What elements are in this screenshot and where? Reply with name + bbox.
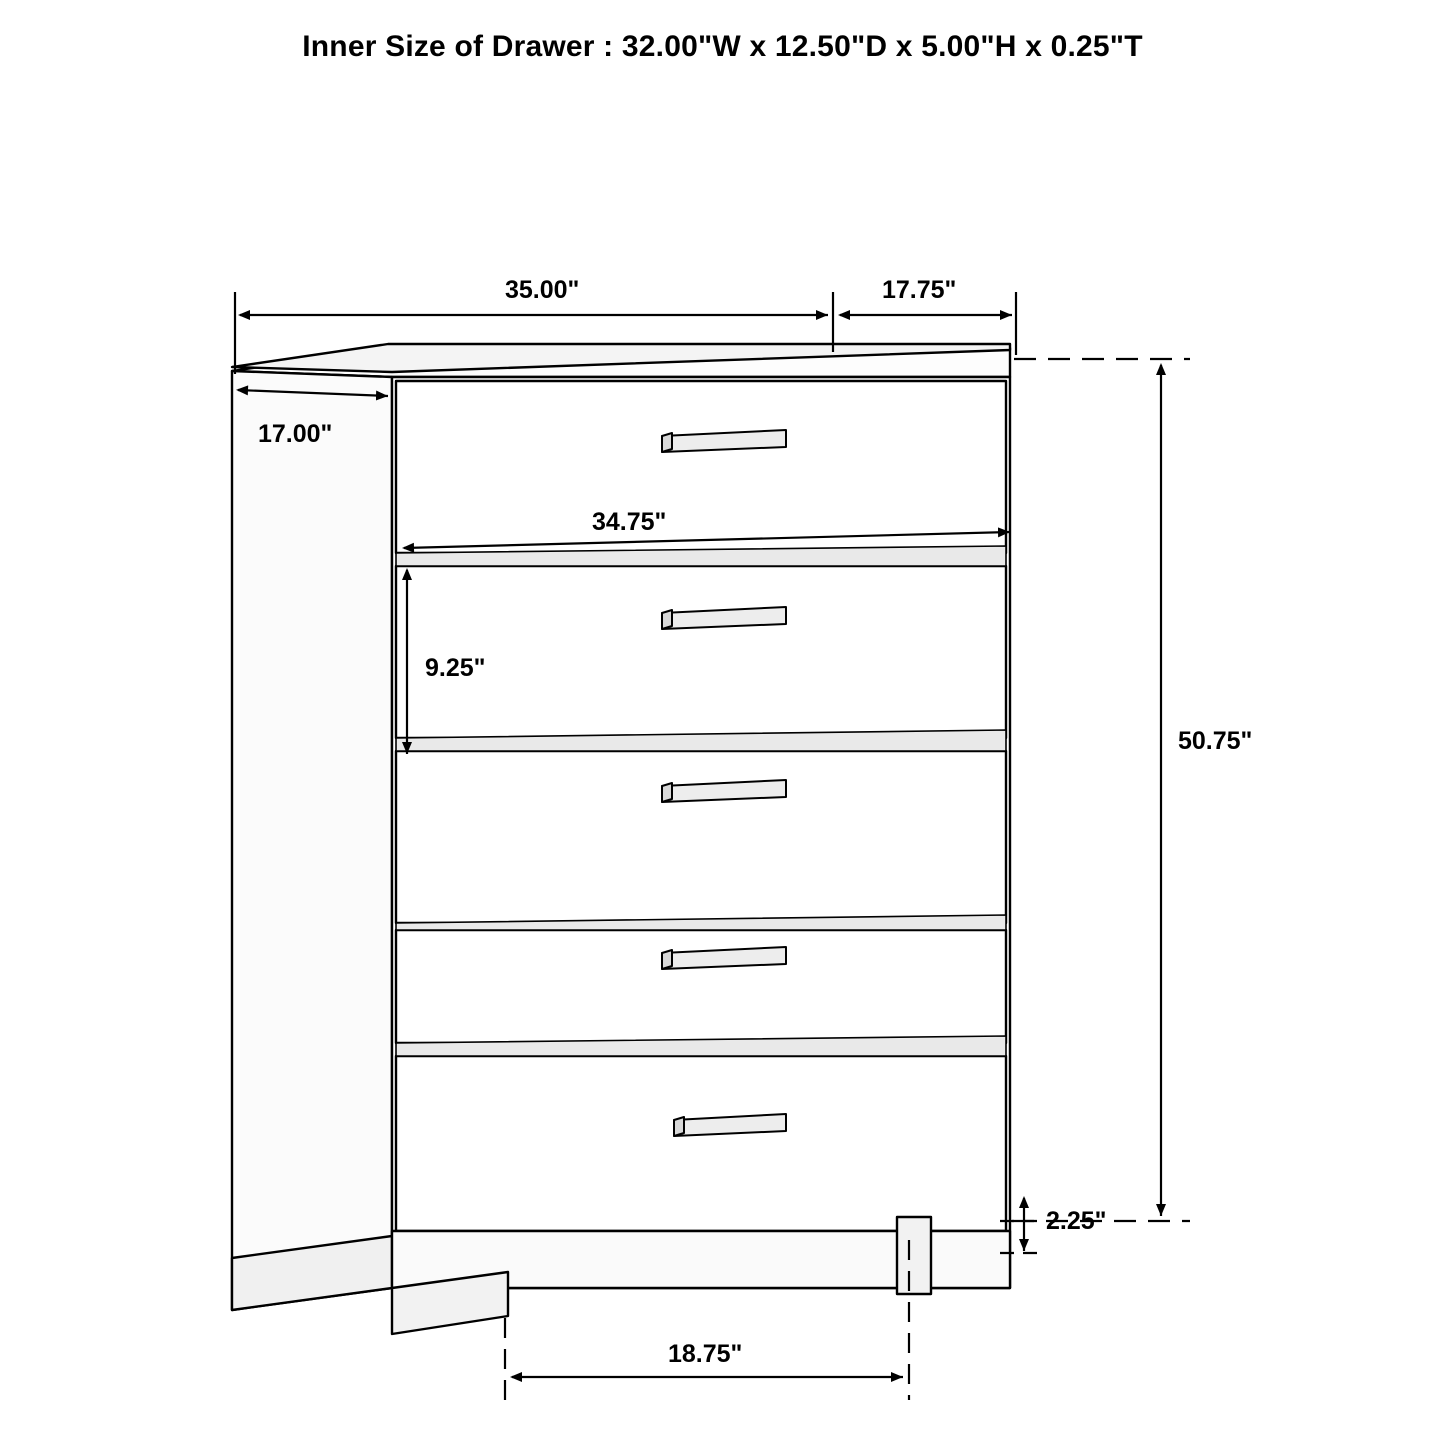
chest-left-side-panel <box>232 371 392 1310</box>
dim-label-drawer-front-width: 34.75" <box>592 508 667 536</box>
chest-body <box>232 344 1010 1334</box>
dim-label-leg-height: 2.25" <box>1046 1207 1107 1235</box>
drawer-front-4 <box>396 930 1006 1043</box>
dim-label-drawer-height: 9.25" <box>425 654 486 682</box>
chest-leg-right <box>897 1217 931 1294</box>
drawer-front-1 <box>396 381 1006 553</box>
dim-label-top-depth: 17.00" <box>258 420 333 448</box>
dim-label-overall-height: 50.75" <box>1178 727 1253 755</box>
drawer-front-5 <box>396 1056 1006 1231</box>
dim-label-side-depth: 17.75" <box>882 276 957 304</box>
drawer-fronts <box>396 381 1006 1231</box>
dim-label-leg-span: 18.75" <box>668 1340 743 1368</box>
dim-label-front-width: 35.00" <box>505 276 580 304</box>
drawer-front-2 <box>396 566 1006 738</box>
drawer-front-3 <box>396 751 1006 923</box>
page-title: Inner Size of Drawer : 32.00"W x 12.50"D x 5.00"H x 0.25"T <box>302 30 1143 63</box>
